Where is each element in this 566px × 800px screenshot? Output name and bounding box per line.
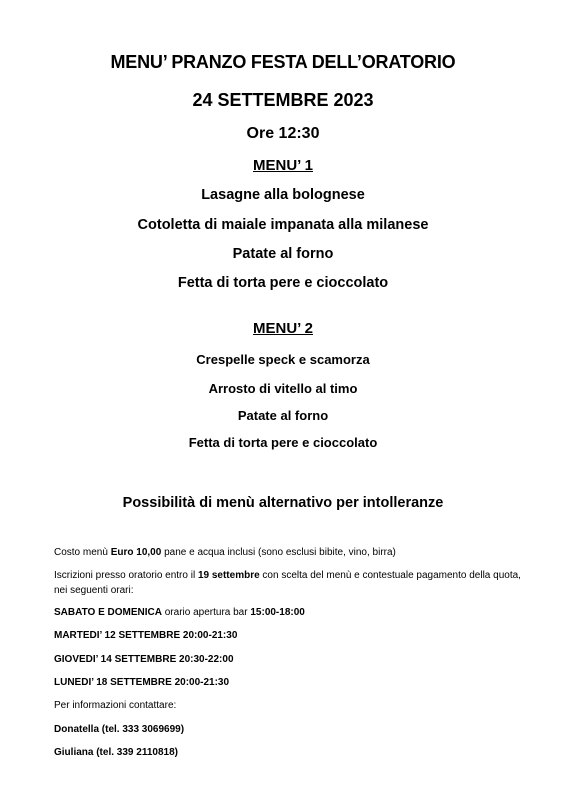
menu-2-heading: MENU’ 2: [252, 320, 313, 337]
menu-1-item: Cotoletta di maiale impanata alla milanese: [137, 217, 429, 233]
menu-2-item: Arrosto di vitello al timo: [208, 381, 358, 396]
weekend-days: SABATO E DOMENICA: [54, 607, 162, 618]
cost-prefix: Costo menù: [54, 547, 111, 558]
cost-suffix: pane e acqua inclusi (sono esclusi bibite, vino, birra): [161, 547, 396, 558]
cost-value: Euro 10,00: [110, 547, 162, 558]
contact-item: [54, 746, 524, 760]
registration-prefix: Iscrizioni presso oratorio entro il: [54, 570, 198, 581]
cost-line: [54, 546, 524, 560]
menu-1-item: Lasagne alla bolognese: [201, 187, 365, 203]
event-date: 24 SETTEMBRE 2023: [192, 90, 374, 110]
registration-date: 19 settembre: [197, 570, 260, 581]
schedule-slot-text: MARTEDI’ 12 SETTEMBRE 20:00-21:30: [54, 630, 238, 641]
contact-text: Donatella (tel. 333 3069699): [54, 724, 185, 735]
menu-1-item: Fetta di torta pere e cioccolato: [177, 275, 389, 291]
event-time: Ore 12:30: [246, 125, 320, 142]
registration-suffix: con scelta del menù e contestuale pagamento della quota, nei seguenti orari:: [54, 570, 521, 596]
weekend-mid: orario apertura bar: [161, 607, 251, 618]
menu-2-item: Fetta di torta pere e cioccolato: [188, 435, 378, 450]
schedule-slot: [54, 653, 524, 667]
menu-1-heading: MENU’ 1: [252, 157, 313, 174]
contact-item: [54, 723, 524, 737]
weekend-hours: 15:00-18:00: [250, 607, 305, 618]
contact-text: Giuliana (tel. 339 2110818): [54, 747, 178, 758]
schedule-slot-text: GIOVEDI’ 14 SETTEMBRE 20:30-22:00: [54, 654, 234, 665]
schedule-slot: [54, 676, 524, 690]
menu-2-item: Crespelle speck e scamorza: [196, 352, 370, 367]
menu-2-item: Patate al forno: [237, 408, 329, 423]
schedule-slot-text: LUNEDI’ 18 SETTEMBRE 20:00-21:30: [54, 677, 230, 688]
registration-line: [54, 569, 524, 598]
schedule-slot: [54, 629, 524, 643]
alternative-menu-note: Possibilità di menù alternativo per intolleranze: [122, 495, 444, 511]
menu-1-item: Patate al forno: [232, 246, 334, 262]
weekend-hours-line: [54, 606, 524, 620]
page-title: MENU’ PRANZO FESTA DELL’ORATORIO: [110, 52, 456, 72]
contact-label: Per informazioni contattare:: [54, 700, 177, 711]
